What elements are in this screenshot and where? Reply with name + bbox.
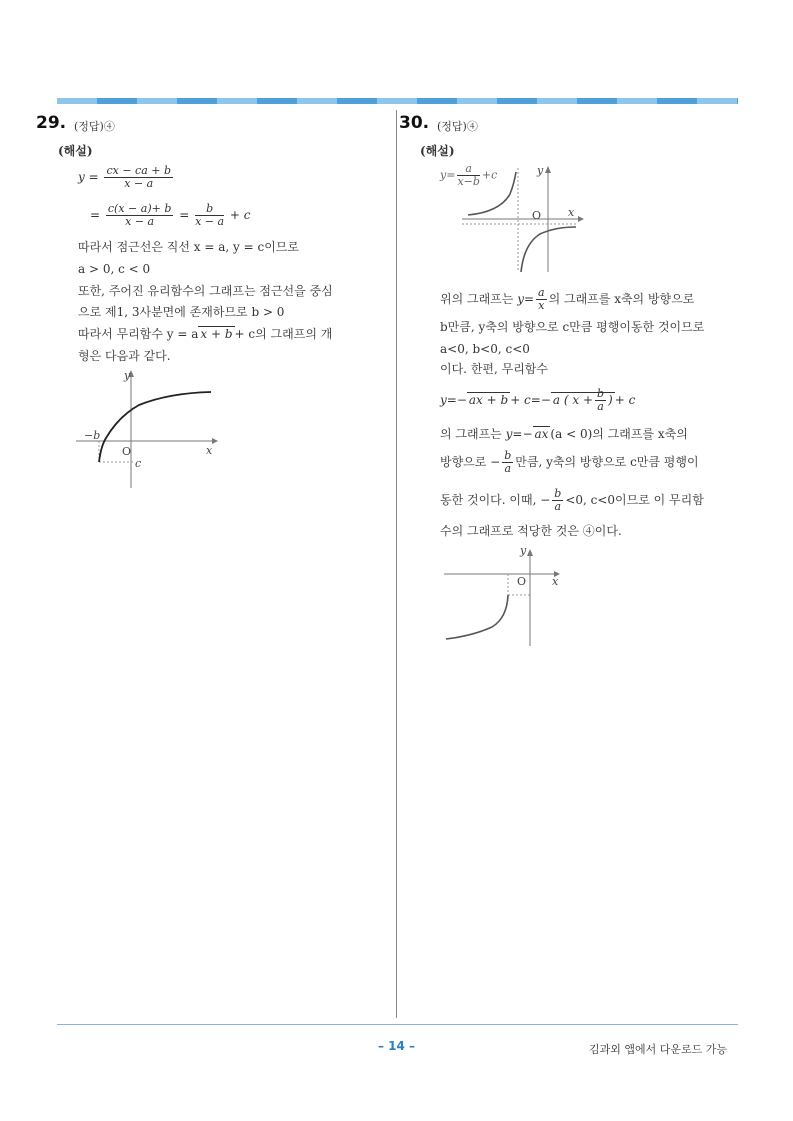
- origin-label: O: [532, 209, 542, 222]
- x-label: x: [206, 444, 213, 457]
- fraction: $\frac{c(x - a)+ b}{x - a}$: [107, 202, 172, 228]
- y-label: y: [537, 164, 544, 177]
- q30-line-9: 수의 그래프로 적당한 것은 ④이다.: [440, 524, 622, 538]
- footer-rule: [57, 1024, 738, 1025]
- fraction: $\frac{b}{x - a}$: [195, 202, 225, 228]
- fraction: $\frac{a}{x-b}$: [457, 162, 480, 188]
- column-divider: [396, 110, 397, 1018]
- question-29-solution-heading: (해설): [58, 144, 93, 158]
- q30-line-4: 이다. 한편, 무리함수: [440, 362, 548, 376]
- q29-equation-1: y = $\frac{cx - ca + b}{x - a}$: [78, 164, 172, 190]
- footer-text: 김과외 앱에서 다운로드 가능: [588, 1043, 727, 1056]
- neg-b-label: −b: [84, 429, 101, 442]
- question-29-number: 29.: [36, 113, 67, 133]
- q29-line-5: 또한, 주어진 유리함수의 그래프는 점근선을 중심: [78, 284, 333, 298]
- q29-line-3: 따라서 점근선은 직선 x = a, y = c이므로: [78, 240, 299, 254]
- hyperbola-left-branch: [468, 172, 516, 215]
- question-29-answer: (정답)④: [74, 120, 115, 133]
- question-30-solution-heading: (해설): [420, 144, 455, 158]
- q30-graph-equation: y= $\frac{a}{x-b}$ +c: [440, 162, 498, 188]
- q29-graph: [74, 368, 219, 493]
- y-label: y: [520, 544, 527, 557]
- fraction: $\frac{cx - ca + b}{x - a}$: [106, 164, 172, 190]
- q29-line-8: 형은 다음과 같다.: [78, 349, 171, 363]
- x-label: x: [552, 575, 559, 588]
- q30-line-8: 동한 것이다. 이때, − $\frac{b}{a}$ <0, c<0이므로 이 무리함: [440, 487, 704, 513]
- x-label: x: [568, 206, 575, 219]
- fraction: $\frac{b}{a}$: [597, 387, 605, 413]
- q29-line-6: 으로 제1, 3사분면에 존재하므로 b > 0: [78, 305, 285, 319]
- q29-line-7: 따라서 무리함수 y = a x + b + c의 그래프의 개: [78, 327, 333, 341]
- q30-answer-graph: [442, 543, 567, 648]
- origin-label: O: [517, 575, 527, 588]
- y-label: y: [124, 369, 131, 382]
- q30-hyperbola-graph: [460, 164, 582, 274]
- x-axis-arrow: [578, 216, 584, 222]
- y-axis-arrow: [545, 166, 551, 173]
- radical-curve: [99, 392, 211, 462]
- y-axis-arrow: [527, 549, 533, 556]
- x-axis-arrow: [212, 438, 218, 444]
- q30-line-7: 방향으로 − $\frac{b}{a}$ 만큼, y축의 방향으로 c만큼 평행이: [440, 449, 699, 475]
- question-30-answer: (정답)④: [437, 120, 478, 133]
- c-label: c: [135, 457, 142, 470]
- header-bar: [57, 98, 738, 104]
- q29-line-4: a > 0, c < 0: [78, 262, 151, 276]
- q30-line-2: b만큼, y축의 방향으로 c만큼 평행이동한 것이므로: [440, 320, 705, 334]
- origin-label: O: [122, 445, 132, 458]
- page-number: – 14 –: [377, 1039, 416, 1053]
- q30-line-3: a<0, b<0, c<0: [440, 342, 530, 356]
- fraction: $\frac{b}{a}$: [554, 487, 562, 513]
- q29-equation-2: = $\frac{c(x - a)+ b}{x - a}$ = $\frac{b}{x - a}$ + c: [90, 202, 251, 228]
- fraction: $\frac{a}{x}$: [538, 286, 545, 312]
- q30-line-1: 위의 그래프는 y= $\frac{a}{x}$ 의 그래프를 x축의 방향으로: [440, 286, 695, 312]
- radical-curve: [446, 595, 508, 639]
- fraction: $\frac{b}{a}$: [504, 449, 512, 475]
- q30-line-6: 의 그래프는 y=− ax (a < 0)의 그래프를 x축의: [440, 427, 688, 441]
- q30-line-5: y=− ax + b + c=− a ( x + $\frac{b}{a}$ ) + c: [440, 387, 636, 413]
- question-30-number: 30.: [399, 113, 430, 133]
